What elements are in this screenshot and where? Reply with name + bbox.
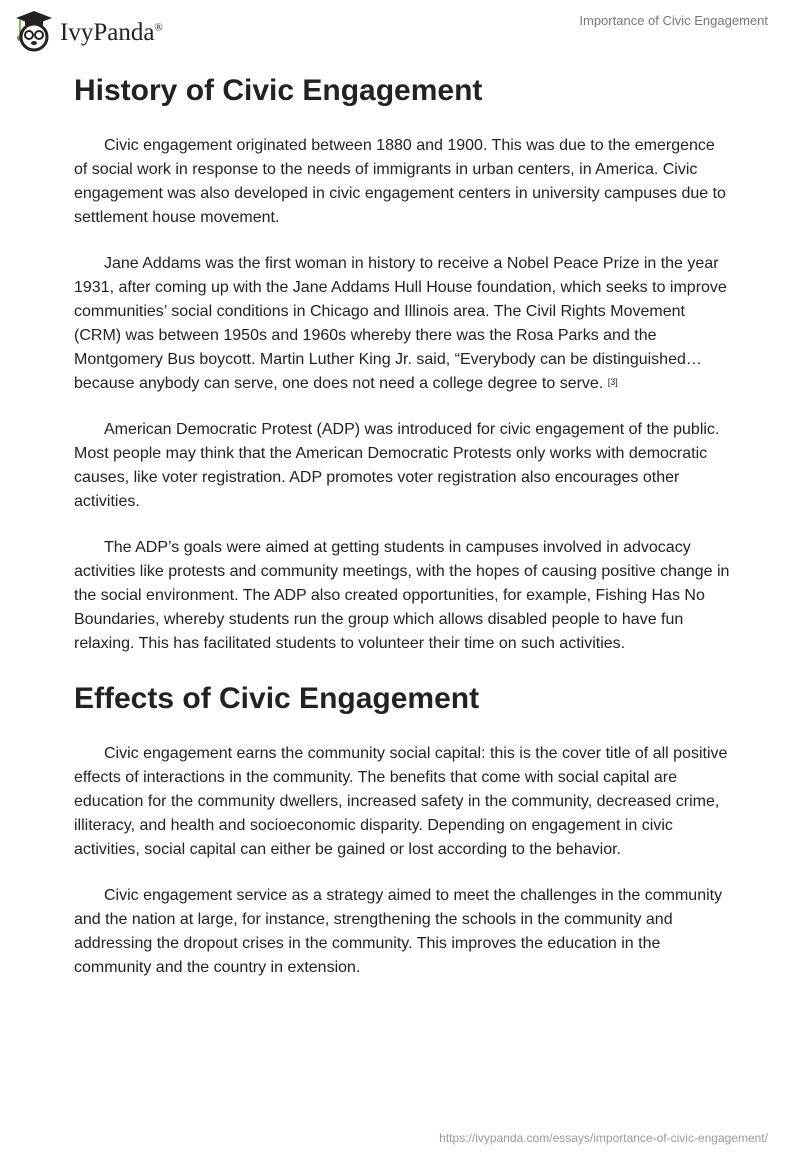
document-title: Importance of Civic Engagement [579,13,768,28]
brand-name: IvyPanda® [60,19,163,46]
header [0,0,800,60]
paragraph: Jane Addams was the first woman in history to receive a Nobel Peace Prize in the year 1931, after coming up with the Jane Addams Hull House foundation, which seeks to improve communities’ social conditions in Chicago and Illinois area. The Civil Rights Movement (CRM) was between 1950s and 1960s whereby there was the Rosa Parks and the Montgomery Bus boycott. Martin Luther King Jr. said, “Everybody can be distinguished… because anybody can serve, one does not need a college degree to serve. [3] [74,255,727,392]
paragraph: The ADP’s goals were aimed at getting students in campuses involved in advocacy activities like protests and community meetings, with the hopes of causing positive change in the social environment. The ADP also created opportunities, for example, Fishing Has No Boundaries, whereby students run the group which allows disabled people to have fun relaxing. This has facilitated students to volunteer their time on such activities. [74,539,730,652]
section-heading-effects: Effects of Civic Engagement [74,682,480,715]
footer-url[interactable]: https://ivypanda.com/essays/importance-of-civic-engagement/ [439,1131,768,1145]
logo[interactable] [12,8,163,52]
paragraph: Civic engagement service as a strategy aimed to meet the challenges in the community and the nation at large, for instance, strengthening the schools in the community and addressing the dropout crises in the community. This improves the education in the community and the country in extension. [74,887,723,976]
section-heading-history: History of Civic Engagement [74,74,483,107]
citation-link[interactable]: [3] [607,377,618,387]
paragraph: American Democratic Protest (ADP) was introduced for civic engagement of the public. Most people may think that the American Democratic Protests only works with democratic causes, like voter registration. ADP promotes voter registration also encourages other activities. [74,421,720,510]
paragraph: Civic engagement originated between 1880 and 1900. This was due to the emergence of social work in response to the needs of immigrants in urban centers, in America. Civic engagement was also developed in civic engagement centers in university campuses due to settlement house movement. [74,137,726,226]
panda-logo-icon [12,8,54,52]
paragraph: Civic engagement earns the community social capital: this is the cover title of all positive effects of interactions in the community. The benefits that come with social capital are education for the community dwellers, increased safety in the community, decreased crime, illiteracy, and health and socioeconomic disparity. Depending on engagement in civic activities, social capital can either be gained or lost according to the behavior. [74,745,728,858]
article-body [74,70,730,1002]
